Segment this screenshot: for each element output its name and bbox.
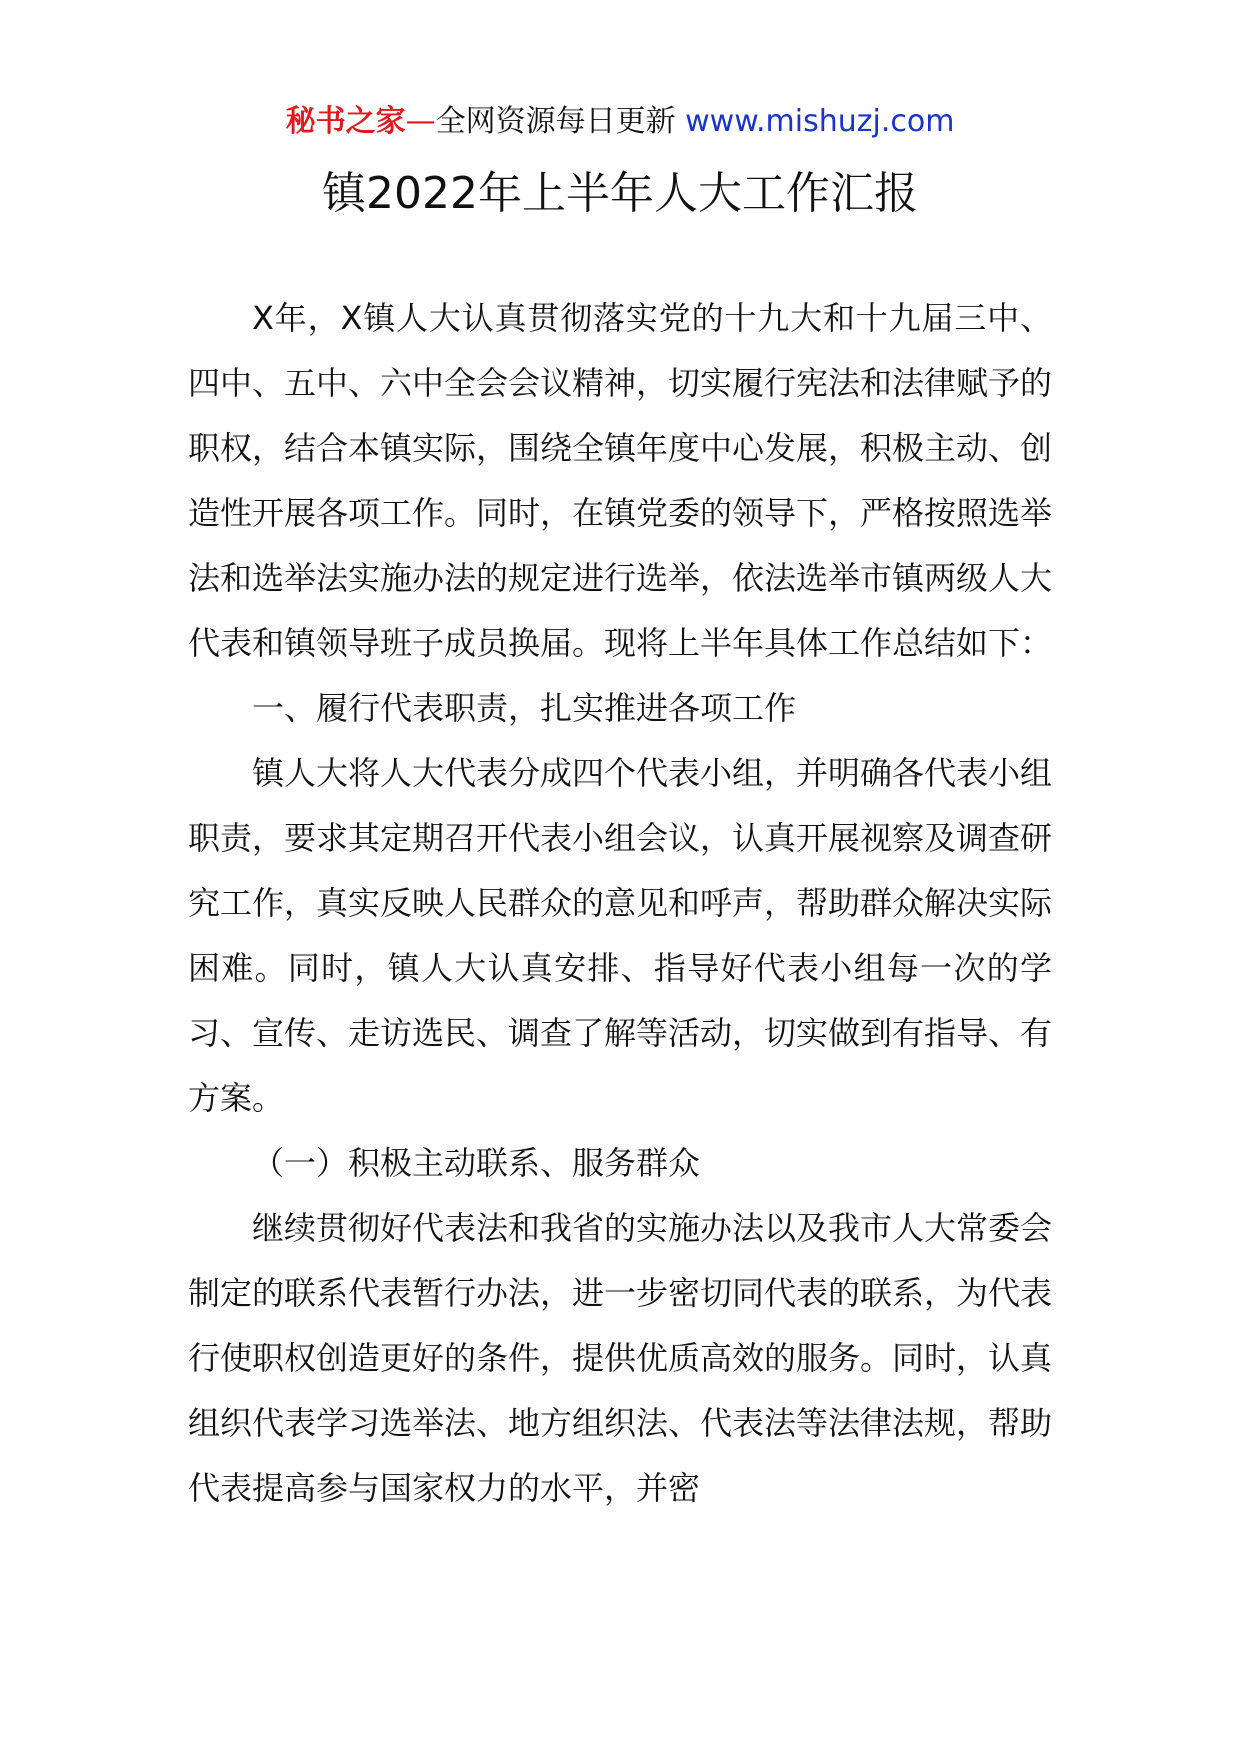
paragraph-intro: X年，X镇人大认真贯彻落实党的十九大和十九届三中、四中、五中、六中全会会议精神，切实履行宪法和法律赋予的职权，结合本镇实际，围绕全镇年度中心发展，积极主动、创造性开展各项工作。同时，在镇党委的领导下，严格按照选举法和选举法实施办法的规定进行选举，依法选举市镇两级人大代表和镇领导班子成员换届。现将上半年具体工作总结如下： <box>188 299 1053 662</box>
paragraph-subsection-1: 继续贯彻好代表法和我省的实施办法以及我市人大常委会制定的联系代表暂行办法，进一步密切同代表的联系，为代表行使职权创造更好的条件，提供优质高效的服务。同时，认真组织代表学习选举法、地方组织法、代表法等法律法规，帮助代表提高参与国家权力的水平，并密 <box>188 1209 1053 1507</box>
paragraph-section-1: 镇人大将人大代表分成四个代表小组，并明确各代表小组职责，要求其定期召开代表小组会议，认真开展视察及调查研究工作，真实反映人民群众的意见和呼声，帮助群众解决实际困难。同时，镇人大认真安排、指导好代表小组每一次的学习、宣传、走访选民、调查了解等活动，切实做到有指导、有方案。 <box>188 754 1053 1117</box>
site-header <box>0 100 1240 144</box>
site-url-link[interactable]: www.mishuzj.com <box>685 104 955 139</box>
brand-name: 秘书之家 <box>285 104 406 139</box>
header-tagline: 全网资源每日更新 <box>435 104 676 139</box>
header-dash: — <box>405 104 436 139</box>
subsection-heading-1: （一）积极主动联系、服务群众 <box>252 1144 701 1182</box>
section-heading-1: 一、履行代表职责，扎实推进各项工作 <box>252 689 797 727</box>
document-body <box>188 286 1052 1521</box>
document-title: 镇2022年上半年人大工作汇报 <box>322 168 918 219</box>
